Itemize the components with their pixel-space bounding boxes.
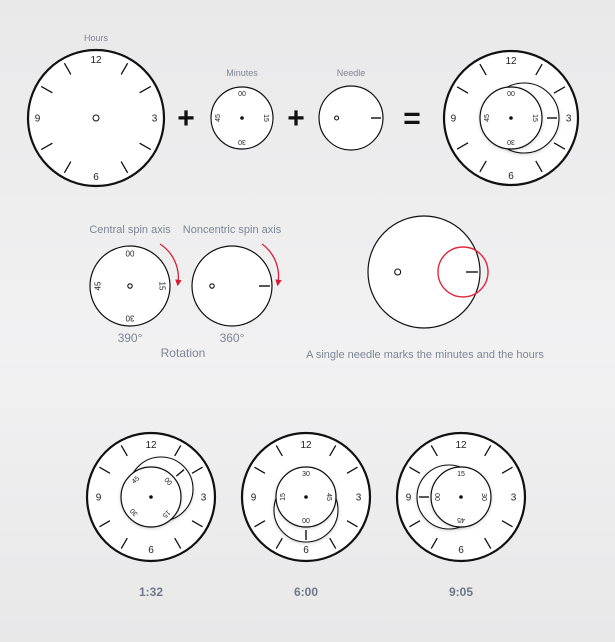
minute-numeral: 00 xyxy=(162,476,173,488)
hours-label: Hours xyxy=(83,33,109,43)
noncentric-spin-dial xyxy=(192,246,272,326)
minute-disc-layer xyxy=(276,467,336,527)
hour-numeral: 6 xyxy=(508,171,514,183)
hour-numeral: 9 xyxy=(95,492,102,504)
equals-sign: = xyxy=(403,102,421,135)
plus-sign-2: + xyxy=(287,102,305,135)
assembled-watch xyxy=(444,51,578,185)
noncentric-degree-label: 360° xyxy=(219,331,245,345)
single-needle-section xyxy=(306,216,544,361)
watch-time-6-00 xyxy=(242,433,370,561)
minute-numeral: 45 xyxy=(93,281,103,291)
needle-disc xyxy=(368,216,480,328)
minute-disc-layer xyxy=(121,467,181,527)
needle-dial xyxy=(319,86,383,150)
hour-numeral: 12 xyxy=(145,440,157,452)
minutes-label: Minutes xyxy=(226,68,258,78)
watch-time-9-05 xyxy=(397,433,525,561)
minute-numeral: 30 xyxy=(129,506,140,518)
minute-numeral: 00 xyxy=(435,493,443,501)
hour-numeral: 6 xyxy=(303,545,309,557)
needle-label: Needle xyxy=(336,68,366,78)
minute-numeral: 15 xyxy=(280,493,288,501)
minutes-dial xyxy=(211,87,273,149)
single-needle-caption: A single needle marks the minutes and the hours xyxy=(306,349,544,361)
minute-numeral: 30 xyxy=(125,313,135,323)
minute-numeral: 45 xyxy=(324,493,332,501)
hour-numeral: 3 xyxy=(565,113,572,125)
plus-sign-1: + xyxy=(177,102,195,135)
hour-numeral: 9 xyxy=(34,113,41,125)
hour-numeral: 6 xyxy=(148,545,154,557)
hour-dial-face xyxy=(28,50,164,186)
needle-dial-group xyxy=(319,68,383,150)
minute-numeral: 30 xyxy=(507,137,515,145)
hour-numeral: 6 xyxy=(458,545,464,557)
hours-dial-group xyxy=(28,33,164,186)
time-label-3: 9:05 xyxy=(448,585,474,599)
hours-dial xyxy=(28,50,164,186)
minute-numeral: 45 xyxy=(484,114,492,122)
noncentric-axis-label: Noncentric spin axis xyxy=(182,224,282,236)
rotation-label: Rotation xyxy=(160,346,206,360)
time-label-2: 6:00 xyxy=(293,585,319,599)
hour-numeral: 3 xyxy=(510,492,517,504)
central-spin-dial xyxy=(90,246,170,326)
central-degree-label: 390° xyxy=(117,331,143,345)
minute-numeral: 00 xyxy=(302,515,310,523)
minute-numeral: 00 xyxy=(507,91,515,99)
hour-numeral: 12 xyxy=(505,55,517,67)
minute-center-dot xyxy=(149,495,153,499)
hour-numeral: 9 xyxy=(250,492,257,504)
hour-numeral: 9 xyxy=(450,113,457,125)
hour-numeral: 3 xyxy=(200,492,207,504)
minutes-dial-group xyxy=(211,68,273,149)
hour-numeral: 9 xyxy=(405,492,412,504)
minute-numeral: 15 xyxy=(160,508,172,519)
rotation-section xyxy=(89,224,281,360)
minute-numeral: 00 xyxy=(238,91,246,99)
minute-disc-layer xyxy=(431,467,491,527)
minute-numeral: 45 xyxy=(457,515,465,523)
minute-center-dot xyxy=(304,495,308,499)
watch-time-1-32 xyxy=(87,433,215,561)
hour-numeral: 12 xyxy=(455,440,467,452)
hour-numeral: 12 xyxy=(90,55,102,67)
minute-numeral: 00 xyxy=(125,249,135,259)
minute-center-dot xyxy=(459,495,463,499)
hour-numeral: 3 xyxy=(151,113,158,125)
minute-center-dot xyxy=(509,116,513,120)
minute-numeral: 15 xyxy=(157,281,167,291)
central-axis-label: Central spin axis xyxy=(89,224,171,236)
minute-numeral: 15 xyxy=(530,114,538,122)
minute-numeral: 30 xyxy=(302,471,310,479)
minute-numeral: 30 xyxy=(479,493,487,501)
large-needle-dial xyxy=(368,216,480,328)
hour-numeral: 3 xyxy=(355,492,362,504)
minute-center-dot xyxy=(240,116,244,120)
minute-numeral: 30 xyxy=(238,137,246,145)
time-label-1: 1:32 xyxy=(138,585,164,599)
hour-numeral: 6 xyxy=(93,172,99,184)
minute-numeral: 15 xyxy=(457,471,465,479)
minute-numeral: 45 xyxy=(130,475,142,486)
minute-disc-layer xyxy=(480,87,542,149)
minute-numeral: 15 xyxy=(261,114,269,122)
minute-numeral: 45 xyxy=(215,114,223,122)
hour-numeral: 12 xyxy=(300,440,312,452)
